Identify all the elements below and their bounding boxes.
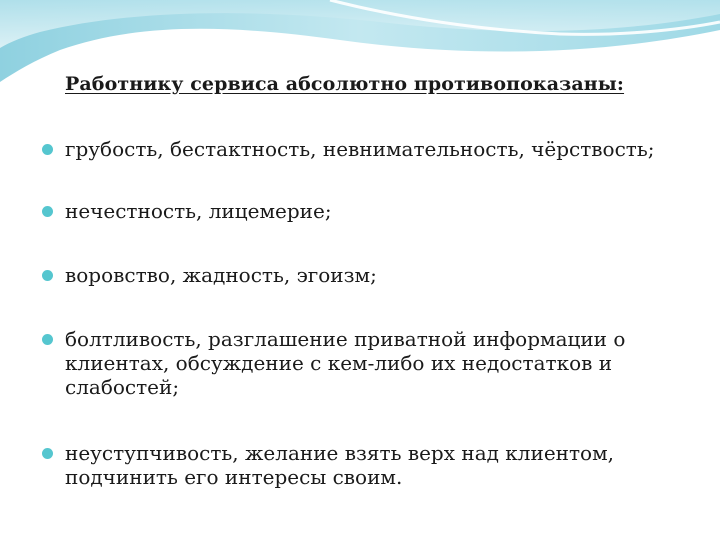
bullet-dot-icon	[42, 144, 53, 155]
list-item-text: неуступчивость, желание взять верх над клиентом, подчинить его интересы своим.	[65, 441, 615, 489]
bullet-dot-icon	[42, 270, 53, 281]
list-item	[42, 327, 672, 399]
bullet-dot-icon	[42, 448, 53, 459]
list-item-text: грубость, бестактность, невнимательность, чёрствость;	[65, 137, 655, 161]
list-item	[42, 441, 672, 489]
bullet-dot-icon	[42, 206, 53, 217]
list-item	[42, 263, 672, 287]
list-item	[42, 199, 672, 223]
list-item-text: нечестность, лицемерие;	[65, 199, 332, 223]
bullet-dot-icon	[42, 334, 53, 345]
slide-title: Работнику сервиса абсолютно противопоказаны:	[65, 73, 625, 95]
list-item-text: воровство, жадность, эгоизм;	[65, 263, 377, 287]
list-item-text: болтливость, разглашение приватной информации о клиентах, обсуждение с кем-либо их недостатков и слабостей;	[65, 327, 626, 399]
list-item	[42, 137, 672, 161]
